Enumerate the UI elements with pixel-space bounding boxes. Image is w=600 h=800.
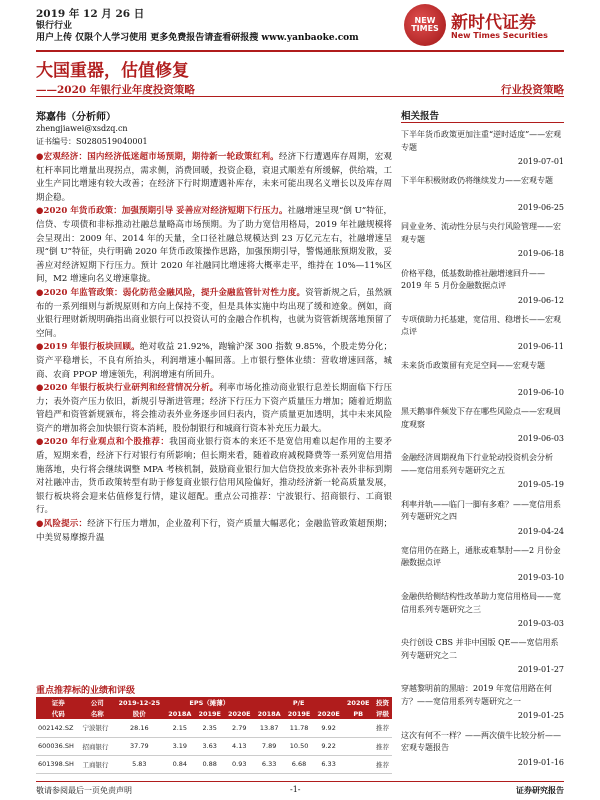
related-report-link[interactable]: 同业业务、流动性分层与央行风险管理——宏观专题 (401, 222, 561, 244)
cell: 4.13 (224, 737, 254, 755)
th-code: 代码 (36, 708, 80, 719)
cell: 工商银行 (80, 755, 113, 773)
th-name: 名称 (80, 708, 113, 719)
table-title: 重点推荐标的业绩和评级 (36, 686, 136, 696)
th-price-date: 2019-12-25 (114, 697, 165, 708)
paragraph-head: 风险提示： (43, 519, 88, 530)
cell: 推荐 (373, 737, 392, 755)
paragraph-recommend (36, 436, 392, 518)
related-report-date: 2019-03-10 (517, 572, 564, 582)
cell: 6.68 (284, 755, 314, 773)
paragraph-risk (36, 518, 392, 545)
analyst-cert: 证书编号：S0280519040001 (36, 137, 148, 146)
bullet-icon: ● (36, 437, 44, 448)
th-eps-group: EPS（摊薄） (165, 697, 254, 708)
cell: 3.63 (195, 737, 225, 755)
cell: 2.35 (195, 719, 225, 737)
table-row (36, 737, 392, 755)
paragraph-head: 2020 年银行板块行业研判和经营情况分析。 (43, 383, 219, 394)
paragraph-monetary (36, 205, 392, 287)
related-report-link[interactable]: 黑天鹅事件频发下存在哪些风险点——宏观周度观察 (401, 407, 561, 429)
page-number: -1- (290, 785, 301, 794)
watermark-text: 用户上传 仅限个人学习使用 更多免费报告请查看研报搜 www.yanbaoke.com (36, 33, 359, 43)
th-rating-top: 投资 (373, 697, 392, 708)
related-report-date: 2019-01-16 (517, 757, 564, 767)
cell: 002142.SZ (36, 719, 80, 737)
cell: 10.50 (284, 737, 314, 755)
report-type-tag: 行业投资策略 (501, 84, 564, 96)
report-body (36, 151, 392, 545)
paragraph-head: 2019 年银行板块回顾。 (43, 342, 140, 353)
paragraph-text: 经济下行压力增加，企业盈利下行，资产质量大幅恶化；金融监管政策超预期；中美贸易摩擦升温 (36, 519, 392, 543)
paragraph-regulation (36, 287, 392, 341)
th-company: 公司 (80, 697, 113, 708)
related-reports-header: 相关报告 (401, 111, 440, 122)
related-report-date: 2019-06-12 (517, 295, 564, 305)
th-pe-2020: 2020E (314, 708, 344, 719)
report-title: 大国重器，估值修复 (36, 61, 189, 81)
industry-label: 银行行业 (36, 21, 73, 31)
analyst-name: 郑嘉伟（分析师） (36, 112, 116, 123)
footer-divider (36, 781, 564, 782)
paragraph-text: 绝对收益 21.92%，跑输沪深 300 指数 9.85%，个股走势分化；资产平稳增长，不良有所抬头，利润增速小幅回落。上市银行整体业绩：营收增速回落，城商、农商 PPOP 增速领先，利润增速有所回升。 (36, 342, 392, 380)
report-date: 2019 年 12 月 26 日 (36, 8, 145, 20)
paragraph-review (36, 341, 392, 382)
paragraph-head: 2020 年行业观点和个股推荐： (43, 437, 170, 448)
th-eps-2019: 2019E (195, 708, 225, 719)
footer-report-type: 证券研究报告 (516, 785, 564, 795)
cell: 0.93 (224, 755, 254, 773)
table-row (36, 755, 392, 773)
th-eps-2018: 2018A (165, 708, 195, 719)
related-report-link[interactable]: 专项债助力托基建，宽信用、稳增长——宏观点评 (401, 314, 561, 337)
related-report-link[interactable]: 宽信用仍在路上，通胀或难掣肘——2 月份金融数据点评 (401, 545, 561, 568)
new-times-logo-icon (404, 4, 446, 46)
related-report-link[interactable]: 金融经济周期视角下行业轮动投资机会分析——宽信用系列专题研究之五 (401, 453, 553, 475)
th-pe-2019: 2019E (284, 708, 314, 719)
th-eps-2020: 2020E (224, 708, 254, 719)
bullet-icon: ● (36, 206, 44, 217)
table-header-row-top (36, 697, 392, 708)
table-row (36, 719, 392, 737)
cell: 推荐 (373, 755, 392, 773)
related-report-link[interactable]: 未来货币政策留有充足空间——宏观专题 (401, 361, 545, 370)
cell: 2.79 (224, 719, 254, 737)
cell: 9.92 (314, 719, 344, 737)
th-security: 证券 (36, 697, 80, 708)
related-report-date: 2019-01-27 (517, 665, 564, 675)
brand-name-en: New Times Securities (451, 31, 548, 40)
related-report-link[interactable]: 下半年货币政策更加注重“逆时适度”——宏观专题 (401, 130, 562, 152)
cell: 37.79 (114, 737, 165, 755)
logo-text: NEW TIMES (411, 15, 439, 33)
related-report-date: 2019-07-01 (517, 157, 564, 166)
cell: 9.22 (314, 737, 344, 755)
cell: 11.78 (284, 719, 314, 737)
related-report-date: 2019-06-03 (517, 434, 564, 444)
cell: 3.19 (165, 737, 195, 755)
cell: 6.33 (254, 755, 284, 773)
bullet-icon: ● (36, 287, 44, 298)
cell: 5.83 (114, 755, 165, 773)
th-pe-group: P/E (254, 697, 343, 708)
cell: 招商银行 (80, 737, 113, 755)
cell: 28.16 (114, 719, 165, 737)
bullet-icon: ● (36, 383, 44, 394)
cell: 7.89 (254, 737, 284, 755)
related-report-date: 2019-03-03 (517, 619, 564, 628)
paragraph-text: 经济下行遭遇库存周期，宏观杠杆率同比增量出现拐点，需求侧，消费回暖，投资企稳，衰退式顺差有所缓解，供给端，工业生产同比增速有较大改善；在经济下行时期遭遇补库存，未来可能出现名义增长以及库存周期企稳。 (36, 152, 393, 203)
related-report-link[interactable]: 价格平稳，低基数助推社融增速回升——2019 年 5 月份金融数据点评 (401, 268, 545, 291)
analyst-email[interactable]: zhengjiawei@xsdzq.cn (36, 124, 128, 133)
sidebar-divider (401, 122, 564, 123)
paragraph-head: 2020 年货币政策：加强预期引导 妥善应对经济短期下行压力。 (43, 206, 288, 217)
related-report-date: 2019-01-25 (517, 711, 564, 721)
cell (343, 719, 373, 737)
related-report-link[interactable]: 利率并轨——临门一脚有多难？——宽信用系列专题研究之四 (401, 499, 561, 522)
cell: 推荐 (373, 719, 392, 737)
th-pb: PB (343, 708, 373, 719)
cell (343, 737, 373, 755)
cell: 13.87 (254, 719, 284, 737)
cell (343, 755, 373, 773)
bullet-icon: ● (36, 152, 44, 162)
related-report-link[interactable]: 央行创设 CBS 并非中国版 QE——宽信用系列专题研究之二 (401, 638, 559, 660)
paragraph-head: 宏观经济：国内经济低迷超市场预期，期待新一轮政策红利。 (43, 152, 279, 162)
paragraph-analysis (36, 382, 392, 436)
bullet-icon: ● (36, 342, 44, 353)
related-report-date: 2019-06-10 (517, 388, 564, 397)
table-header-row (36, 708, 392, 719)
paragraph-macro (36, 151, 392, 205)
footer-disclaimer: 敬请参阅最后一页免责声明 (36, 786, 132, 795)
cell: 601398.SH (36, 755, 80, 773)
related-report-date: 2019-06-25 (517, 203, 564, 213)
cell: 0.84 (165, 755, 195, 773)
related-report-date: 2019-06-18 (517, 249, 564, 259)
recommend-table (36, 697, 392, 774)
cell: 0.88 (195, 755, 225, 773)
related-report-date: 2019-04-24 (517, 526, 564, 536)
paragraph-text: 我国商业银行资本的来还不是宽信用难以起作用的主要矛盾，短期来看，经济下行对银行有所影响；但长期来看，随着政府减税降费等一系列宽信用措施落地，央行将会继续调整 MPA 考核机制，鼓励商业银行加大信贷投放来弥补表外非标到期对社融冲击，货币政策转型有助于修复商业银行信用风险偏好，推动经济新一轮高质量发展，银行板块将会迎来估值修复行情，建议超配。重点公司推荐：宁波银行、招商银行、工商银行。 (36, 437, 392, 516)
paragraph-head: 2020 年监管政策：弱化防范金融风险，提升金融监管针对性力度。 (43, 287, 306, 298)
paragraph-text: 社融增速呈现“倒 U”特征，信贷、专项债和非标推动社融总量略高市场预期。为了助力宽信用格局，2019 年社融规模将会呈现出：2009 年、2014 年的天量，全口径社融总规模达到 23 万亿元左右，社融增速呈现“倒 U”特征，央行明确 2020 年货币政策操作思路，加强预期引导，警惕通胀预期发散，妥善应对经济短期下行压力。预计 2020 年社融同比增速将大概率走平，维持在 10%—11%区间，M2 增速向名义增速靠拢。 (36, 206, 392, 285)
cell: 6.33 (314, 755, 344, 773)
related-report-link[interactable]: 下半年积极财政仍将继续发力——宏观专题 (401, 176, 553, 186)
related-report-link[interactable]: 穿越黎明前的黑暗：2019 年宽信用路在何方？——宽信用系列专题研究之一 (401, 684, 552, 706)
related-report-date: 2019-05-19 (517, 480, 564, 490)
brand-name-cn: 新时代证券 (451, 13, 536, 33)
related-report-link[interactable]: 金融供给侧结构性改革助力宽信用格局——宽信用系列专题研究之三 (401, 592, 561, 614)
bullet-icon: ● (36, 519, 44, 530)
cell: 600036.SH (36, 737, 80, 755)
report-subtitle: ——2020 年银行业年度投资策略 (36, 84, 195, 96)
th-price: 股价 (114, 708, 165, 719)
header-divider (36, 50, 564, 52)
th-pe-2018: 2018A (254, 708, 284, 719)
paragraph-text: 利率市场化推动商业银行息差长期面临下行压力；表外资产压力依旧，新规引导渐进管理；经济下行压力下资产质量压力增加；随着近期监管趋严和资管新规颁布，将会推动表外业务逐步回归表内，资产质量更加透明，其中未来风险资产的增加将会加快银行资本消耗，股份制银行和城商行资本补充压力最大。 (36, 383, 392, 434)
related-report-date: 2019-06-11 (517, 341, 564, 351)
cell: 2.15 (165, 719, 195, 737)
th-pb-year: 2020E (343, 697, 373, 708)
paragraph-text: 资管新规之后，虽然颁布的一系列细则与新规原则和方向上保持不变，但是具体实施中均出现了缓和迹象。例如，商业银行理财新规明确指出商业银行可以投资认可的金融合作机构，也就为资管新规落地预留了空间。 (36, 287, 392, 339)
cell: 宁波银行 (80, 719, 113, 737)
related-report-link[interactable]: 这次有何不一样？——两次债牛比较分析——宏观专题报告 (401, 730, 561, 753)
title-divider (36, 96, 564, 97)
th-rating: 评级 (373, 708, 392, 719)
